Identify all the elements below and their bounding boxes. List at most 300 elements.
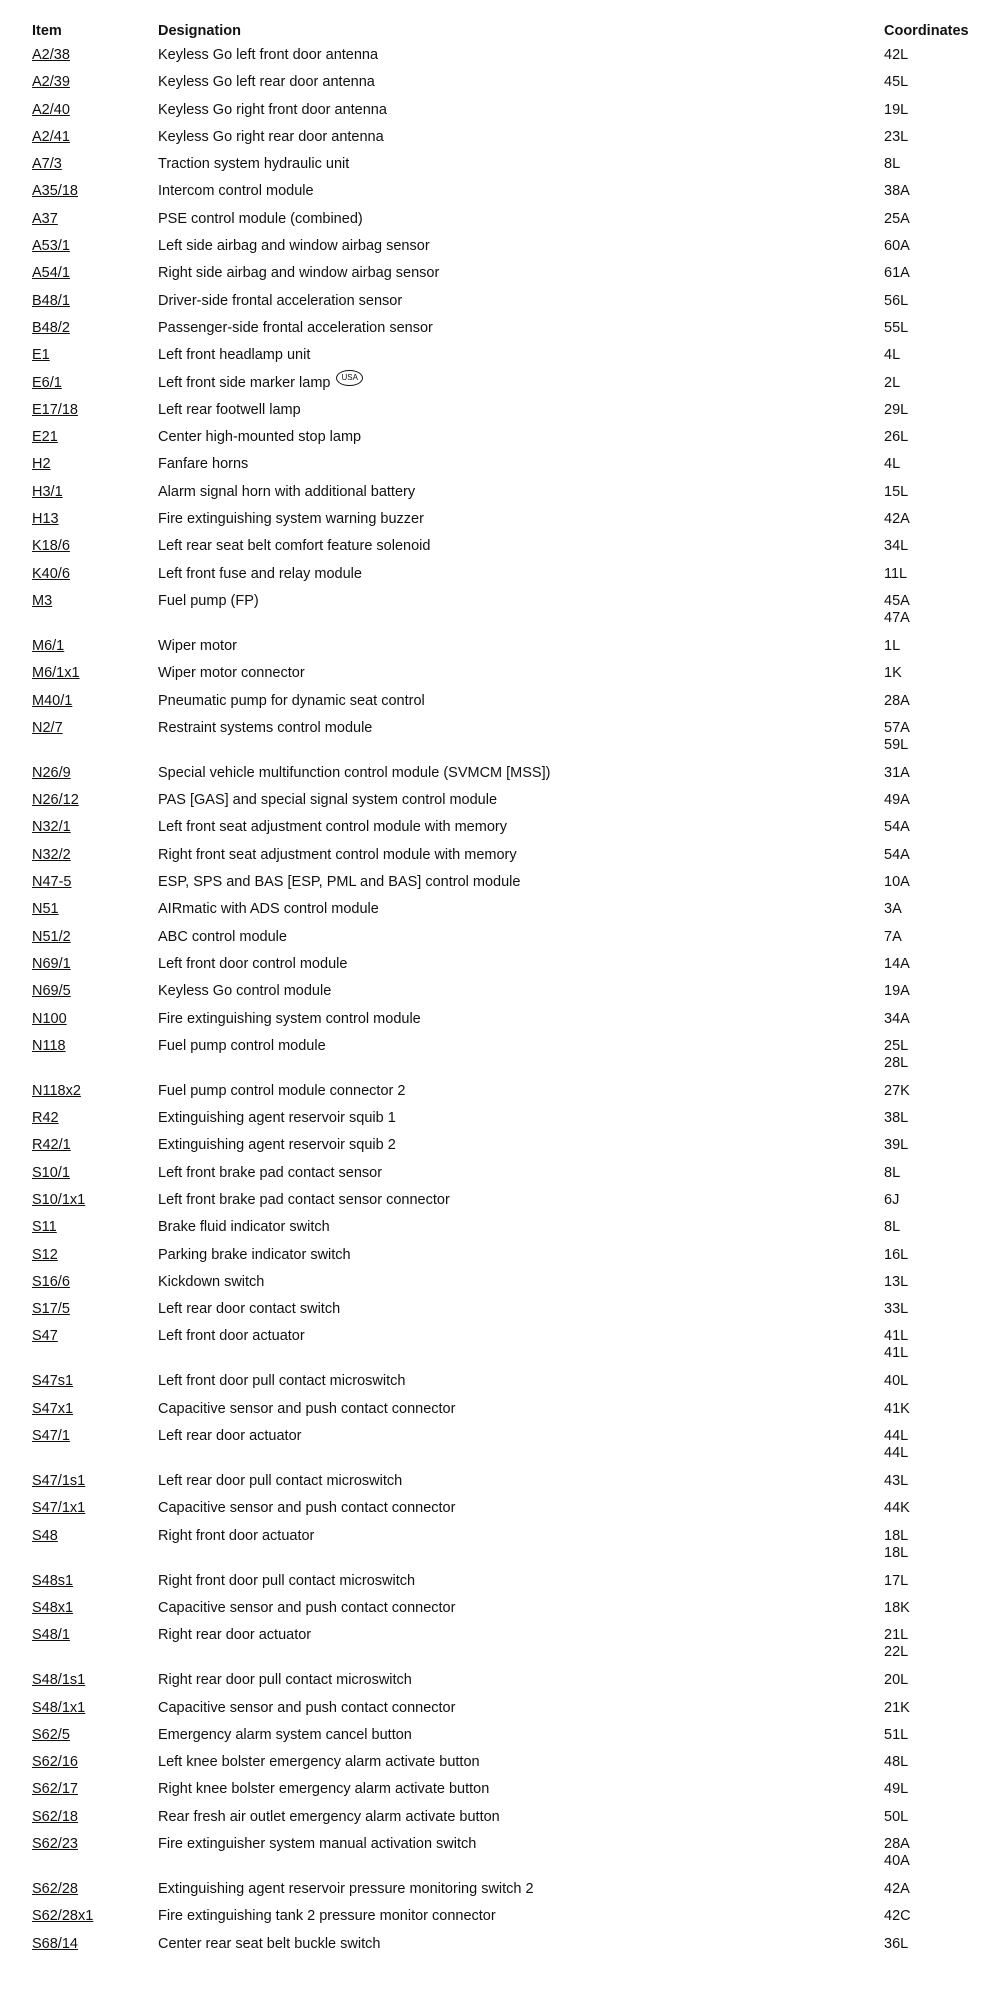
designation-text: Passenger-side frontal acceleration sensor — [158, 319, 433, 336]
item-link[interactable]: S47s1 — [32, 1373, 74, 1390]
designation-cell — [158, 956, 884, 978]
coordinates-cell — [884, 347, 1008, 369]
table-row — [0, 1495, 1008, 1522]
item-link[interactable]: S48 — [32, 1527, 58, 1544]
item-link[interactable]: E6/1 — [32, 374, 62, 391]
item-link[interactable]: A7/3 — [32, 156, 62, 173]
item-cell — [32, 375, 158, 397]
coordinates-cell — [884, 1137, 1008, 1159]
item-link[interactable]: A2/40 — [32, 101, 70, 118]
item-link[interactable]: S12 — [32, 1246, 58, 1263]
coordinates-cell — [884, 1500, 1008, 1522]
designation-cell — [158, 1137, 884, 1159]
item-link[interactable]: S62/23 — [32, 1836, 78, 1853]
coordinate-value: 2L — [884, 374, 901, 391]
coordinate-value: 27K — [884, 1082, 910, 1099]
coordinate-value: 51L — [884, 1726, 909, 1743]
designation-cell — [158, 538, 884, 560]
designation-cell — [158, 765, 884, 787]
designation-text: Driver-side frontal acceleration sensor — [158, 292, 403, 309]
table-row — [0, 1776, 1008, 1803]
designation-cell — [158, 372, 884, 397]
designation-text: Wiper motor connector — [158, 665, 305, 682]
item-link[interactable]: H13 — [32, 511, 59, 528]
table-row — [0, 451, 1008, 478]
designation-text: Keyless Go right rear door antenna — [158, 128, 384, 145]
item-cell — [32, 874, 158, 896]
table-row — [0, 688, 1008, 715]
coordinate-value: 33L — [884, 1301, 909, 1318]
coordinates-cell — [884, 792, 1008, 814]
coordinates-cell — [884, 511, 1008, 533]
item-cell — [32, 1528, 158, 1568]
coordinate-value: 29L — [884, 401, 909, 418]
table-row — [0, 315, 1008, 342]
coordinates-cell — [884, 1600, 1008, 1622]
designation-cell — [158, 1500, 884, 1522]
item-link[interactable]: M40/1 — [32, 692, 73, 709]
item-link[interactable]: N100 — [32, 1010, 67, 1027]
coordinates-cell — [884, 456, 1008, 478]
designation-cell — [158, 1165, 884, 1187]
coordinates-cell — [884, 47, 1008, 69]
coordinate-value: 34A — [884, 1010, 910, 1027]
designation-cell — [158, 511, 884, 533]
item-link[interactable]: N32/1 — [32, 819, 71, 836]
item-link[interactable]: S11 — [32, 1219, 57, 1236]
item-link[interactable]: M6/1 — [32, 637, 65, 654]
table-row — [0, 1468, 1008, 1495]
item-cell — [32, 983, 158, 1005]
coordinates-cell — [884, 929, 1008, 951]
coordinate-value: 13L — [884, 1273, 909, 1290]
coordinate-value: 54A — [884, 819, 910, 836]
item-link[interactable]: S10/1x1 — [32, 1191, 86, 1208]
coordinates-cell — [884, 1011, 1008, 1033]
item-link[interactable]: A2/39 — [32, 74, 70, 91]
coordinates-cell — [884, 1165, 1008, 1187]
item-cell — [32, 1038, 158, 1078]
item-link[interactable]: S62/5 — [32, 1726, 70, 1743]
item-link[interactable]: S47x1 — [32, 1400, 74, 1417]
table-row — [0, 1296, 1008, 1323]
coordinates-cell — [884, 819, 1008, 841]
designation-cell — [158, 102, 884, 124]
designation-cell — [158, 1428, 884, 1468]
item-cell — [32, 638, 158, 660]
designation-cell — [158, 1936, 884, 1958]
designation-cell — [158, 1809, 884, 1831]
designation-text: Extinguishing agent reservoir pressure monitoring switch 2 — [158, 1881, 534, 1898]
coordinate-value: 38A — [884, 183, 910, 200]
item-link[interactable]: E17/18 — [32, 401, 78, 418]
item-link[interactable]: N118x2 — [32, 1082, 81, 1099]
table-row — [0, 1749, 1008, 1776]
table-row — [0, 1033, 1008, 1078]
item-link[interactable]: N26/9 — [32, 764, 71, 781]
item-cell — [32, 1165, 158, 1187]
item-link[interactable]: S48x1 — [32, 1599, 74, 1616]
item-cell — [32, 1110, 158, 1132]
designation-cell — [158, 347, 884, 369]
table-row — [0, 1187, 1008, 1214]
item-link[interactable]: N47-5 — [32, 874, 72, 891]
coordinate-value: 8L — [884, 1219, 901, 1236]
coordinates-cell — [884, 1428, 1008, 1468]
coordinates-cell — [884, 1219, 1008, 1241]
designation-text: Extinguishing agent reservoir squib 1 — [158, 1110, 396, 1127]
item-link[interactable]: A53/1 — [32, 238, 70, 255]
designation-text: Alarm signal horn with additional battery — [158, 483, 416, 500]
item-link[interactable]: A37 — [32, 210, 58, 227]
item-link[interactable]: A2/41 — [32, 128, 70, 145]
coordinate-value: 50L — [884, 1808, 909, 1825]
designation-text: Brake fluid indicator switch — [158, 1219, 330, 1236]
item-cell — [32, 901, 158, 923]
item-link[interactable]: S62/16 — [32, 1754, 78, 1771]
coordinate-value: 4L — [884, 347, 901, 364]
table-row — [0, 533, 1008, 560]
table-row — [0, 1242, 1008, 1269]
item-cell — [32, 484, 158, 506]
coordinates-cell — [884, 1727, 1008, 1749]
coordinate-value: 1L — [884, 637, 901, 654]
table-row — [0, 561, 1008, 588]
coordinates-cell — [884, 1809, 1008, 1831]
designation-cell — [158, 1301, 884, 1323]
coordinate-value: 20L — [884, 1672, 909, 1689]
item-cell — [32, 665, 158, 687]
table-row — [0, 506, 1008, 533]
designation-text: Left front door control module — [158, 955, 348, 972]
coordinates-cell — [884, 1110, 1008, 1132]
coordinate-value: 44K — [884, 1500, 910, 1517]
item-link[interactable]: S62/18 — [32, 1808, 78, 1825]
item-link[interactable]: S47/1s1 — [32, 1473, 86, 1490]
coordinates-cell — [884, 1328, 1008, 1368]
item-link[interactable]: A2/38 — [32, 47, 70, 63]
designation-cell — [158, 211, 884, 233]
coordinates-cell — [884, 847, 1008, 869]
table-row — [0, 924, 1008, 951]
table-row — [0, 660, 1008, 687]
item-cell — [32, 511, 158, 533]
designation-text: Right knee bolster emergency alarm activate button — [158, 1781, 490, 1798]
designation-cell — [158, 1781, 884, 1803]
item-cell — [32, 1627, 158, 1667]
designation-text: Left rear seat belt comfort feature solenoid — [158, 538, 431, 555]
item-cell — [32, 1219, 158, 1241]
item-cell — [32, 1908, 158, 1930]
item-link[interactable]: S62/28 — [32, 1881, 78, 1898]
designation-cell — [158, 156, 884, 178]
designation-cell — [158, 47, 884, 69]
designation-cell — [158, 720, 884, 760]
coordinates-cell — [884, 956, 1008, 978]
item-link[interactable]: H2 — [32, 456, 51, 473]
item-link[interactable]: S48/1 — [32, 1627, 70, 1644]
coordinate-value: 23L — [884, 128, 909, 145]
designation-text: Left front fuse and relay module — [158, 565, 362, 582]
table-row — [0, 1160, 1008, 1187]
item-cell — [32, 1727, 158, 1749]
designation-text: Wiper motor — [158, 637, 237, 654]
item-cell — [32, 792, 158, 814]
table-row — [0, 1105, 1008, 1132]
designation-text: Left front seat adjustment control module with memory — [158, 819, 507, 836]
designation-text: Center rear seat belt buckle switch — [158, 1935, 381, 1952]
designation-text: Special vehicle multifunction control module (SVMCM [MSS]) — [158, 764, 551, 781]
table-row — [0, 1423, 1008, 1468]
designation-text: Extinguishing agent reservoir squib 2 — [158, 1137, 396, 1154]
designation-cell — [158, 293, 884, 315]
item-link[interactable]: N51/2 — [32, 928, 71, 945]
designation-cell — [158, 1627, 884, 1667]
designation-cell — [158, 1700, 884, 1722]
item-cell — [32, 265, 158, 287]
designation-cell — [158, 847, 884, 869]
designation-text: Keyless Go right front door antenna — [158, 101, 387, 118]
designation-text: Pneumatic pump for dynamic seat control — [158, 692, 425, 709]
item-cell — [32, 819, 158, 841]
item-link[interactable]: N69/1 — [32, 955, 71, 972]
designation-text: Fire extinguisher system manual activation switch — [158, 1836, 477, 1853]
coordinate-value: 45L — [884, 74, 909, 91]
designation-text: Traction system hydraulic unit — [158, 156, 350, 173]
coordinates-cell — [884, 265, 1008, 287]
coordinate-value: 22L — [884, 1644, 909, 1661]
designation-cell — [158, 1727, 884, 1749]
coordinate-value: 42A — [884, 1881, 910, 1898]
designation-text: ABC control module — [158, 928, 287, 945]
coordinate-value: 42L — [884, 47, 909, 63]
item-link[interactable]: S47/1 — [32, 1428, 70, 1445]
designation-text: AIRmatic with ADS control module — [158, 901, 379, 918]
item-link[interactable]: S62/17 — [32, 1781, 78, 1798]
item-link[interactable]: K18/6 — [32, 538, 70, 555]
item-link[interactable]: S48/1x1 — [32, 1699, 86, 1716]
table-row — [0, 1132, 1008, 1159]
coordinates-cell — [884, 375, 1008, 397]
coordinates-cell — [884, 1627, 1008, 1667]
designation-cell — [158, 1401, 884, 1423]
item-cell — [32, 1473, 158, 1495]
item-link[interactable]: N32/2 — [32, 846, 71, 863]
table-row — [0, 1396, 1008, 1423]
coordinates-cell — [884, 1881, 1008, 1903]
designation-text: Parking brake indicator switch — [158, 1246, 351, 1263]
designation-cell — [158, 1908, 884, 1930]
table-row — [0, 951, 1008, 978]
designation-text: Left front headlamp unit — [158, 347, 311, 364]
designation-text: Capacitive sensor and push contact connector — [158, 1400, 456, 1417]
item-link[interactable]: A54/1 — [32, 265, 70, 282]
coordinates-cell — [884, 156, 1008, 178]
designation-text: Right side airbag and window airbag sensor — [158, 265, 440, 282]
item-cell — [32, 765, 158, 787]
designation-text: Left front brake pad contact sensor connector — [158, 1191, 450, 1208]
coordinates-cell — [884, 402, 1008, 424]
table-row — [0, 97, 1008, 124]
coordinate-value: 16L — [884, 1246, 909, 1263]
item-link[interactable]: S48s1 — [32, 1572, 74, 1589]
item-link[interactable]: S47/1x1 — [32, 1500, 86, 1517]
designation-text: PAS [GAS] and special signal system control module — [158, 792, 498, 809]
item-link[interactable]: S68/14 — [32, 1935, 78, 1952]
designation-cell — [158, 456, 884, 478]
table-row — [0, 869, 1008, 896]
coordinate-value: 36L — [884, 1935, 909, 1952]
item-cell — [32, 1781, 158, 1803]
coordinates-cell — [884, 1528, 1008, 1568]
coordinates-cell — [884, 638, 1008, 660]
designation-text: Left side airbag and window airbag sensor — [158, 238, 430, 255]
coordinate-value: 10A — [884, 874, 910, 891]
designation-text: Fire extinguishing system warning buzzer — [158, 511, 424, 528]
item-cell — [32, 929, 158, 951]
coordinates-cell — [884, 1936, 1008, 1958]
item-cell — [32, 1011, 158, 1033]
coordinate-value: 21K — [884, 1699, 910, 1716]
table-row — [0, 588, 1008, 633]
item-link[interactable]: H3/1 — [32, 483, 63, 500]
designation-text: Intercom control module — [158, 183, 314, 200]
coordinates-cell — [884, 238, 1008, 260]
coordinate-value: 48L — [884, 1754, 909, 1771]
coordinate-value: 28A — [884, 1836, 910, 1853]
item-link[interactable]: S17/5 — [32, 1301, 70, 1318]
coordinate-value: 19A — [884, 983, 910, 1000]
table-row — [0, 1368, 1008, 1395]
item-link[interactable]: A35/18 — [32, 183, 78, 200]
coordinates-cell — [884, 211, 1008, 233]
item-link[interactable]: M3 — [32, 592, 53, 609]
coordinate-value: 41L — [884, 1345, 909, 1362]
usa-badge: USA — [336, 370, 362, 386]
designation-text: Kickdown switch — [158, 1273, 265, 1290]
item-link[interactable]: N118 — [32, 1037, 66, 1054]
item-cell — [32, 1301, 158, 1323]
table-row — [0, 1269, 1008, 1296]
designation-text: Right front door pull contact microswitch — [158, 1572, 416, 1589]
table-row — [0, 1903, 1008, 1930]
table-row — [0, 760, 1008, 787]
coordinates-cell — [884, 720, 1008, 760]
coordinates-cell — [884, 874, 1008, 896]
designation-cell — [158, 1038, 884, 1078]
item-link[interactable]: S48/1s1 — [32, 1672, 86, 1689]
coordinate-value: 18L — [884, 1544, 909, 1561]
coordinates-cell — [884, 1038, 1008, 1078]
item-link[interactable]: S47 — [32, 1328, 58, 1345]
designation-text: Center high-mounted stop lamp — [158, 429, 362, 446]
designation-text: Capacitive sensor and push contact connector — [158, 1599, 456, 1616]
designation-cell — [158, 238, 884, 260]
designation-cell — [158, 1192, 884, 1214]
coordinates-cell — [884, 1373, 1008, 1395]
designation-cell — [158, 638, 884, 660]
coordinates-cell — [884, 593, 1008, 633]
item-link[interactable]: R42/1 — [32, 1137, 71, 1154]
coordinates-cell — [884, 74, 1008, 96]
item-cell — [32, 74, 158, 96]
designation-text: Right front door actuator — [158, 1527, 315, 1544]
table-row — [0, 1006, 1008, 1033]
item-link[interactable]: K40/6 — [32, 565, 70, 582]
item-link[interactable]: N51 — [32, 901, 59, 918]
table-row — [0, 206, 1008, 233]
coordinates-cell — [884, 183, 1008, 205]
item-link[interactable]: S62/28x1 — [32, 1908, 94, 1925]
item-link[interactable]: N69/5 — [32, 983, 71, 1000]
coordinate-value: 26L — [884, 429, 909, 446]
coordinate-value: 1K — [884, 665, 902, 682]
table-row — [0, 978, 1008, 1005]
coordinates-cell — [884, 665, 1008, 687]
item-link[interactable]: B48/2 — [32, 319, 70, 336]
coordinate-value: 18K — [884, 1599, 910, 1616]
item-link[interactable]: E21 — [32, 429, 58, 446]
item-cell — [32, 1600, 158, 1622]
designation-cell — [158, 1247, 884, 1269]
designation-cell — [158, 1219, 884, 1241]
item-cell — [32, 1836, 158, 1876]
coordinate-value: 61A — [884, 265, 910, 282]
designation-text: Rear fresh air outlet emergency alarm activate button — [158, 1808, 500, 1825]
coordinate-value: 57A — [884, 719, 910, 736]
coordinate-value: 7A — [884, 928, 902, 945]
item-link[interactable]: N2/7 — [32, 719, 63, 736]
table-row — [0, 1078, 1008, 1105]
designation-cell — [158, 1600, 884, 1622]
coordinates-cell — [884, 320, 1008, 342]
designation-text: Capacitive sensor and push contact connector — [158, 1500, 456, 1517]
item-link[interactable]: E1 — [32, 347, 50, 364]
table-row — [0, 1804, 1008, 1831]
coordinates-cell — [884, 1836, 1008, 1876]
designation-text: Left front door pull contact microswitch — [158, 1373, 406, 1390]
item-link[interactable]: R42 — [32, 1110, 59, 1127]
coordinates-cell — [884, 1754, 1008, 1776]
item-link[interactable]: M6/1x1 — [32, 665, 80, 682]
designation-cell — [158, 129, 884, 151]
item-link[interactable]: B48/1 — [32, 292, 70, 309]
table-row — [0, 896, 1008, 923]
item-link[interactable]: N26/12 — [32, 792, 79, 809]
coordinate-value: 45A — [884, 592, 910, 609]
table-row — [0, 1622, 1008, 1667]
table-row — [0, 1695, 1008, 1722]
designation-text: Fire extinguishing tank 2 pressure monitor connector — [158, 1908, 496, 1925]
item-cell — [32, 593, 158, 633]
item-cell — [32, 1328, 158, 1368]
item-link[interactable]: S10/1 — [32, 1164, 70, 1181]
item-link[interactable]: S16/6 — [32, 1273, 70, 1290]
coordinates-cell — [884, 129, 1008, 151]
coordinate-value: 25L — [884, 1037, 909, 1054]
item-cell — [32, 183, 158, 205]
coordinate-value: 40L — [884, 1373, 909, 1390]
table-row — [0, 178, 1008, 205]
coordinates-cell — [884, 901, 1008, 923]
coordinate-value: 49A — [884, 792, 910, 809]
designation-cell — [158, 1373, 884, 1395]
designation-cell — [158, 1528, 884, 1568]
designation-cell — [158, 484, 884, 506]
designation-cell — [158, 1836, 884, 1876]
item-cell — [32, 1401, 158, 1423]
designation-text: Restraint systems control module — [158, 719, 373, 736]
